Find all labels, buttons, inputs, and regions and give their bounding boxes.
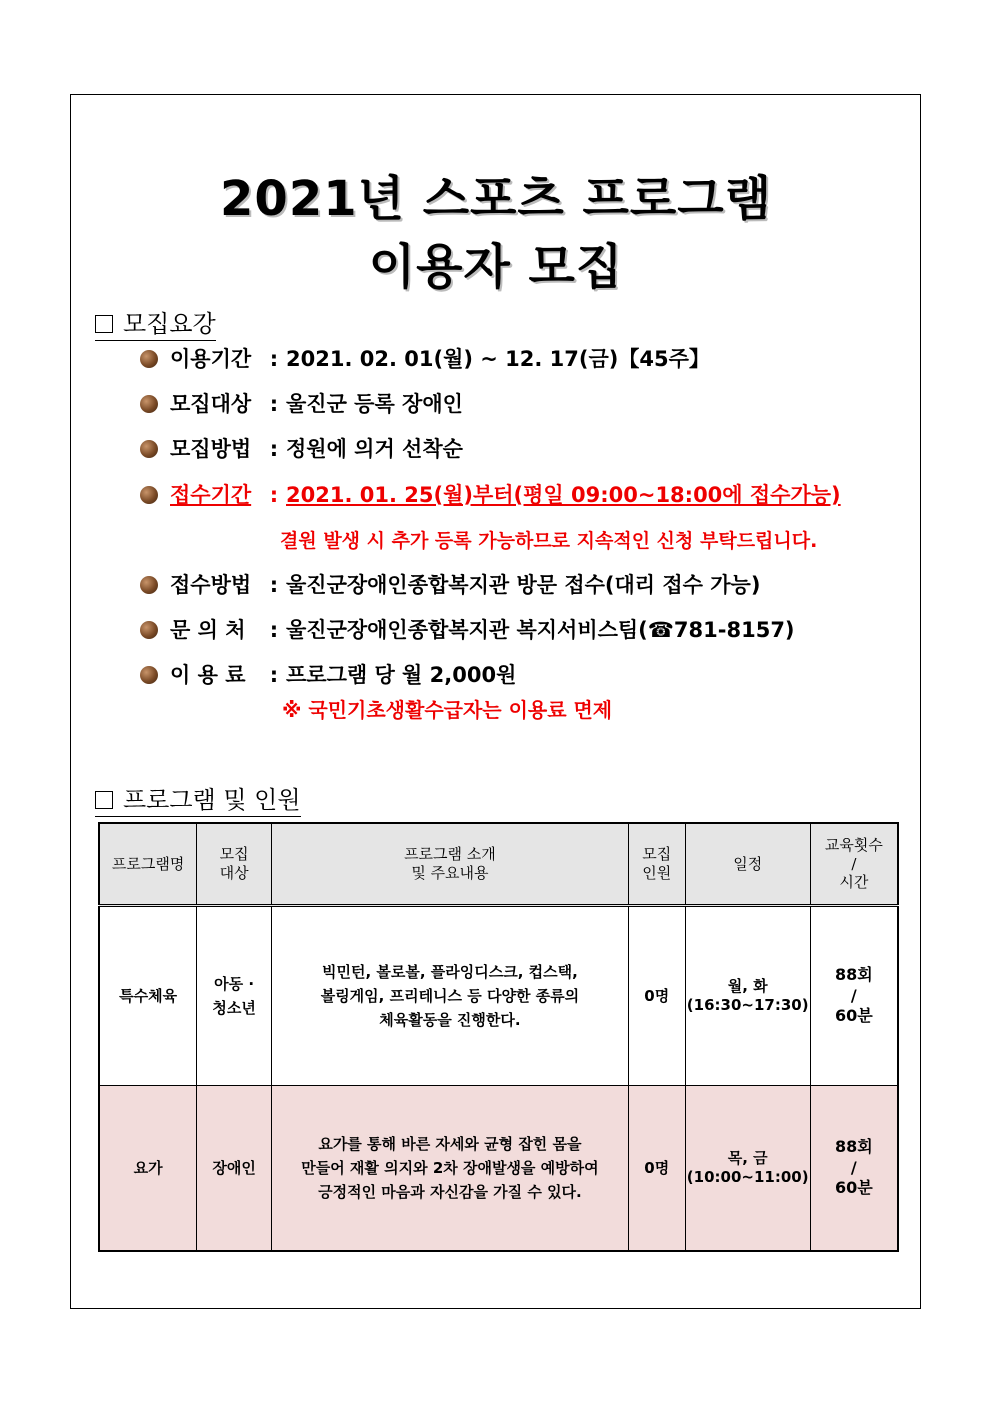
bullet-icon	[140, 486, 158, 504]
detail-label: 문 의 처	[170, 618, 246, 642]
detail-application-period: 접수기간 : 2021. 01. 25(월)부터(평일 09:00~18:00에 접수가능)	[140, 479, 841, 509]
bullet-icon	[140, 350, 158, 368]
header-schedule: 일정	[685, 823, 810, 906]
program-schedule: 월, 화 (16:30~17:30)	[685, 906, 810, 1086]
header-program-name: 프로그램명	[99, 823, 197, 906]
detail-application-method: 접수방법 : 울진군장애인종합복지관 방문 접수(대리 접수 가능)	[140, 569, 760, 599]
checkbox-square-icon	[95, 791, 113, 809]
title-line-2: 이용자 모집	[368, 239, 624, 295]
program-description: 빅민턴, 볼로볼, 플라잉디스크, 컵스택, 볼링게임, 프리테니스 등 다양한 종류의 체육활동을 진행한다.	[272, 906, 629, 1086]
detail-value: 2021. 02. 01(월) ~ 12. 17(금)【45주】	[286, 347, 710, 371]
detail-label: 모집대상	[170, 392, 252, 416]
detail-usage-period: 이용기간 : 2021. 02. 01(월) ~ 12. 17(금)【45주】	[140, 343, 710, 373]
header-count: 모집 인원	[628, 823, 685, 906]
checkbox-square-icon	[95, 315, 113, 333]
bullet-icon	[140, 576, 158, 594]
detail-label: 이 용 료	[170, 663, 246, 687]
program-name: 특수체육	[99, 906, 197, 1086]
program-target: 장애인	[197, 1086, 272, 1252]
header-sessions: 교육횟수 / 시간	[810, 823, 898, 906]
table-header-row	[99, 823, 898, 906]
program-target: 아동 · 청소년	[197, 906, 272, 1086]
program-sessions: 88회 / 60분	[810, 1086, 898, 1252]
bullet-icon	[140, 621, 158, 639]
bullet-icon	[140, 440, 158, 458]
detail-value: 울진군 등록 장애인	[286, 392, 463, 416]
vacancy-note: 결원 발생 시 추가 등록 가능하므로 지속적인 신청 부탁드립니다.	[280, 530, 818, 552]
detail-method: 모집방법 : 정원에 의거 선착순	[140, 433, 463, 463]
section-heading-recruitment: 모집요강	[95, 304, 216, 341]
bullet-icon	[140, 666, 158, 684]
detail-value: 울진군장애인종합복지관 방문 접수(대리 접수 가능)	[286, 573, 761, 597]
detail-label: 접수기간	[170, 483, 252, 507]
header-description: 프로그램 소개 및 주요내용	[272, 823, 629, 906]
detail-fee: 이 용 료 : 프로그램 당 월 2,000원	[140, 659, 516, 689]
program-description: 요가를 통해 바른 자세와 균형 잡힌 몸을 만들어 재활 의지와 2차 장애발생을 예방하여 긍정적인 마음과 자신감을 가질 수 있다.	[272, 1086, 629, 1252]
section-heading-programs: 프로그램 및 인원	[95, 780, 301, 817]
fee-exempt-note: ※ 국민기초생활수급자는 이용료 면제	[282, 698, 613, 722]
header-target: 모집 대상	[197, 823, 272, 906]
detail-label: 모집방법	[170, 437, 252, 461]
program-count: 0명	[628, 906, 685, 1086]
detail-label: 이용기간	[170, 347, 252, 371]
detail-target: 모집대상 : 울진군 등록 장애인	[140, 388, 463, 418]
program-table	[98, 822, 899, 1252]
table-row	[99, 906, 898, 1086]
detail-value: 정원에 의거 선착순	[286, 437, 463, 461]
program-sessions: 88회 / 60분	[810, 906, 898, 1086]
detail-label: 접수방법	[170, 573, 252, 597]
program-schedule: 목, 금 (10:00~11:00)	[685, 1086, 810, 1252]
table-row	[99, 1086, 898, 1252]
program-count: 0명	[628, 1086, 685, 1252]
title-line-1: 2021년 스포츠 프로그램	[220, 171, 772, 227]
detail-value: 2021. 01. 25(월)부터(평일 09:00~18:00에 접수가능)	[286, 483, 841, 507]
detail-value: 프로그램 당 월 2,000원	[286, 663, 517, 687]
program-name: 요가	[99, 1086, 197, 1252]
detail-value: 울진군장애인종합복지관 복지서비스팀(☎781-8157)	[286, 618, 795, 642]
detail-contact: 문 의 처 : 울진군장애인종합복지관 복지서비스팀(☎781-8157)	[140, 614, 795, 644]
bullet-icon	[140, 395, 158, 413]
